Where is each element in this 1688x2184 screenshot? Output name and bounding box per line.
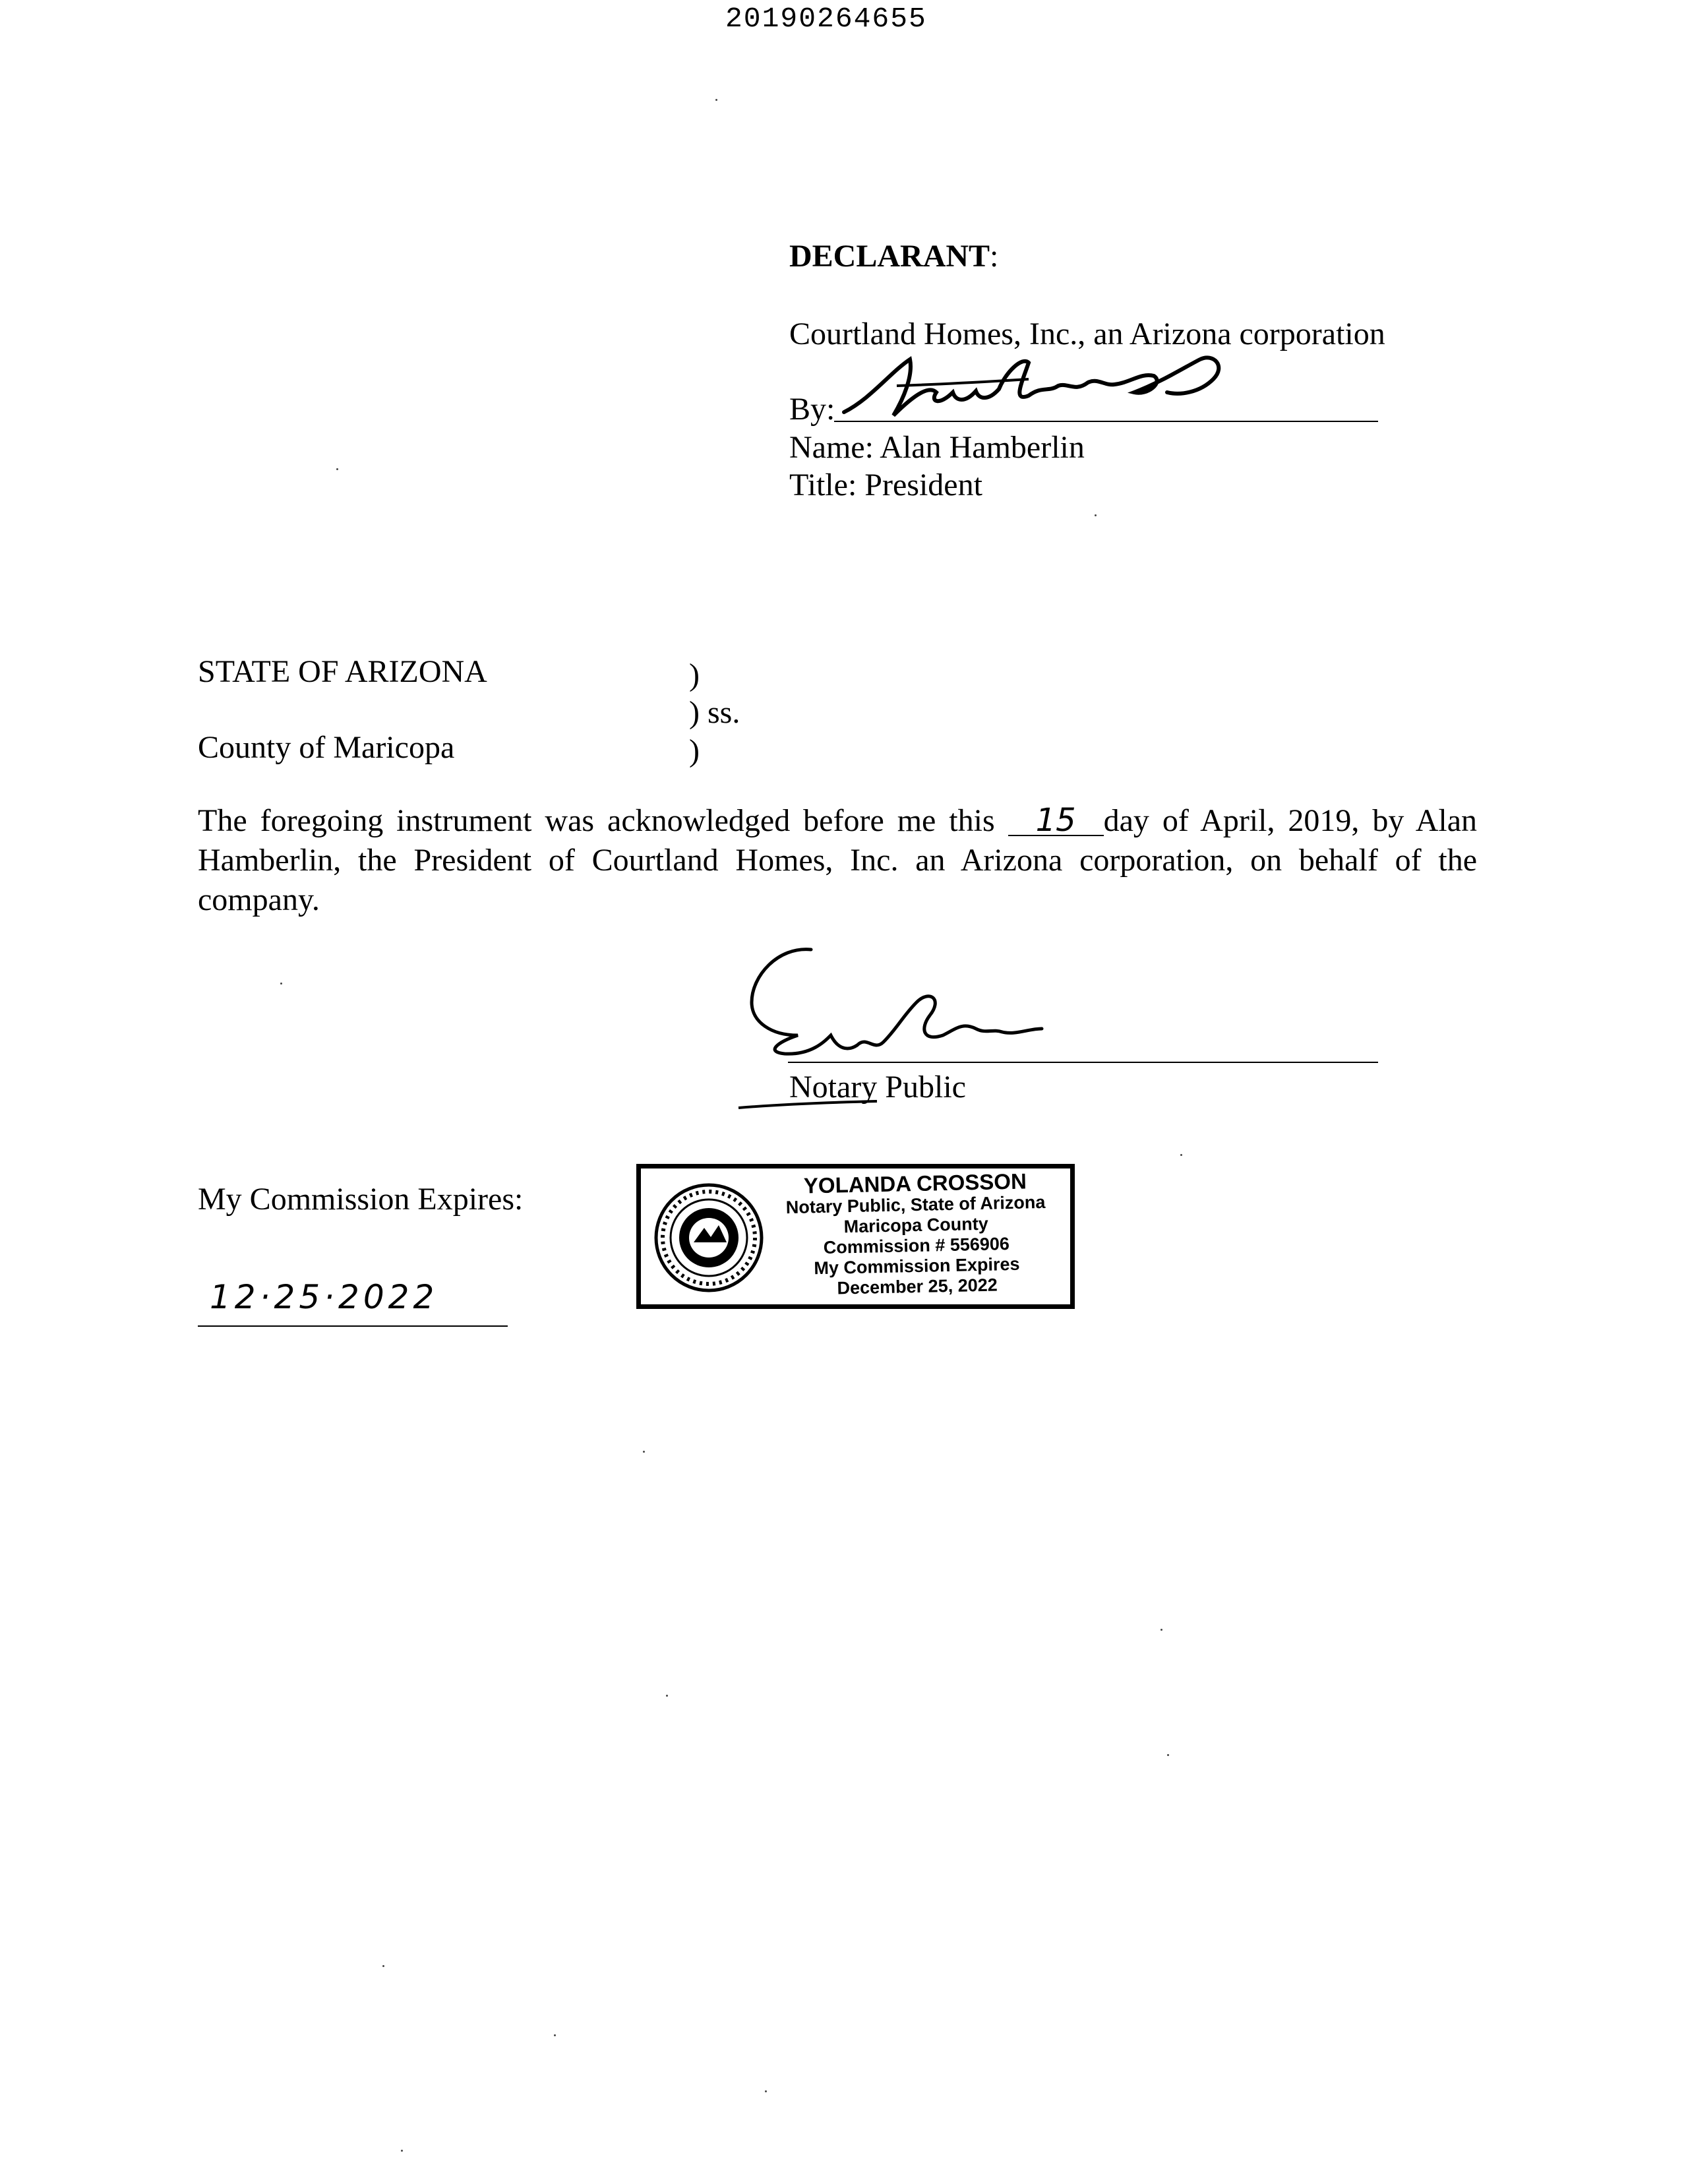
venue-county: County of Maricopa [198, 730, 455, 765]
notary-public-label: Notary Public [789, 1070, 966, 1105]
stamp-text [762, 1169, 1071, 1300]
notary-signature-line [788, 1062, 1378, 1063]
declarant-heading [789, 237, 998, 275]
commission-expiration-line [198, 1325, 508, 1327]
declarant-heading-colon: : [990, 239, 999, 274]
declarant-company: Courtland Homes, Inc., an Arizona corporation [789, 317, 1385, 351]
state-seal-icon [653, 1182, 765, 1294]
venue-state: STATE OF ARIZONA [198, 654, 487, 689]
declarant-title: Title: President [789, 468, 982, 502]
declarant-name: Name: Alan Hamberlin [789, 430, 1085, 465]
venue-paren-1: ) [689, 657, 700, 692]
acknowledgment-paragraph [198, 801, 1477, 920]
ack-day-handwritten: 15 [1008, 806, 1104, 836]
by-label: By: [789, 392, 835, 427]
commission-expiration-handwritten: 12·25·2022 [210, 1278, 438, 1316]
ack-text-after: day of April, 2019, by Alan Hamberlin, the President of Courtland Homes, Inc. an Arizona corporation, on behalf of the company. [198, 803, 1477, 917]
notary-stamp [636, 1164, 1075, 1309]
stamp-line-5: My Commission Expires [814, 1254, 1020, 1279]
stamp-line-4: Commission # 556906 [823, 1234, 1010, 1258]
stamp-line-6: December 25, 2022 [837, 1275, 998, 1298]
stamp-line-3: Maricopa County [843, 1213, 989, 1237]
stamp-line-2: Notary Public, State of Arizona [785, 1192, 1046, 1218]
stamp-notary-name: YOLANDA CROSSON [803, 1168, 1027, 1198]
venue-paren-ss: ) ss. [689, 695, 740, 730]
declarant-signature [831, 346, 1240, 429]
declarant-heading-text: DECLARANT [789, 239, 990, 274]
commission-expires-label: My Commission Expires: [198, 1182, 524, 1217]
document-number: 20190264655 [725, 3, 927, 35]
ack-text-before: The foregoing instrument was acknowledged before me this [198, 803, 995, 838]
venue-paren-3: ) [689, 733, 700, 768]
